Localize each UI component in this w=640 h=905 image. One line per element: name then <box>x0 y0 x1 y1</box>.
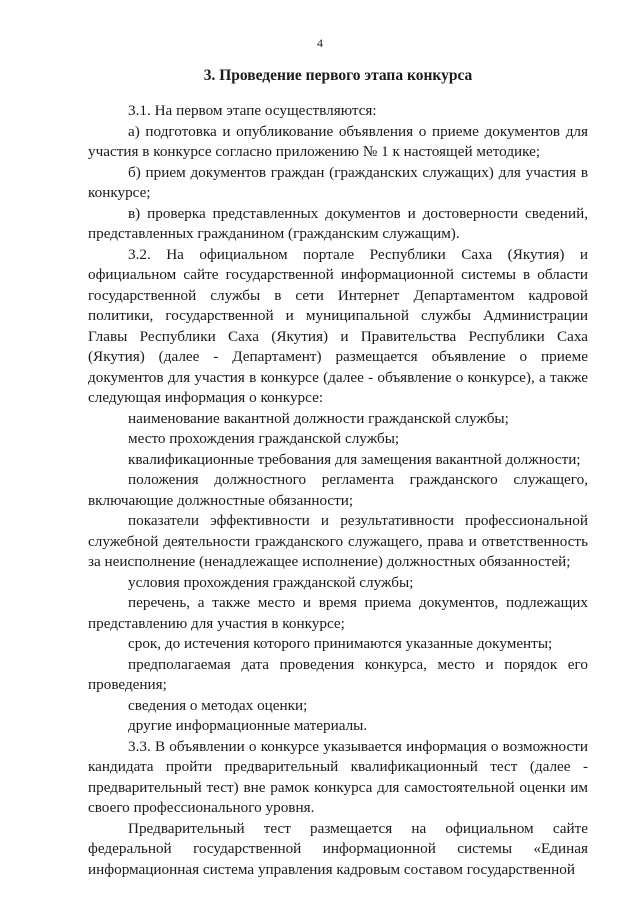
list-item-service-location: место прохождения гражданской службы; <box>128 430 400 447</box>
paragraph-preliminary-test: Предварительный тест размещается на официальном сайте федеральной государственной информационной системы «Единая информационная система управления кадровым составом государственной <box>88 819 588 878</box>
list-item-documents-list: перечень, а также место и время приема документов, подлежащих представлению для участия в конкурсе; <box>88 594 588 632</box>
list-item-other-materials: другие информационные материалы. <box>128 717 368 734</box>
paragraph-3-2: 3.2. На официальном портале Республики Саха (Якутия) и официальном сайте государственной информационной системы в области государственной службы в сети Интернет Департаментом кадровой политики, государственной и муниципальной службы Администрации Главы Республики Саха (Якутия) и Правительства Республики Саха (Якутия) (далее - Департамент) размещается объявление о приеме документов для участия в конкурсе (далее - объявление о конкурсе), а также следующая информация о конкурсе: <box>88 245 588 406</box>
list-item-assessment-methods: сведения о методах оценки; <box>128 696 308 714</box>
list-item-job-regulations: положения должностного регламента гражданского служащего, включающие должностные обязанности; <box>88 471 588 509</box>
paragraph-item-b: б) прием документов граждан (гражданских служащих) для участия в конкурсе; <box>88 163 588 201</box>
paragraph-item-a: а) подготовка и опубликование объявления о приеме документов для участия в конкурсе согласно приложению № 1 к настоящей методике; <box>88 122 588 160</box>
list-item-deadline: срок, до истечения которого принимаются указанные документы; <box>128 635 553 652</box>
list-item-performance-indicators: показатели эффективности и результативности профессиональной служебной деятельности гражданского служащего, права и ответственность за неисполнение (ненадлежащее исполнение) должностных обязанностей; <box>88 512 588 570</box>
page-number: 4 <box>317 36 323 50</box>
list-item-qualification-requirements: квалификационные требования для замещения вакантной должности; <box>128 450 581 468</box>
section-heading: 3. Проведение первого этапа конкурса <box>203 67 473 84</box>
paragraph-3-1-intro: 3.1. На первом этапе осуществляются: <box>128 102 377 119</box>
list-item-contest-date: предполагаемая дата проведения конкурса, место и порядок его проведения; <box>88 655 588 693</box>
paragraph-item-v: в) проверка представленных документов и достоверности сведений, представленных гражданином (гражданским служащим). <box>88 204 588 242</box>
document-body <box>88 101 588 880</box>
list-item-vacancy-name: наименование вакантной должности гражданской службы; <box>128 409 509 427</box>
paragraph-3-3: 3.3. В объявлении о конкурсе указывается информация о возможности кандидата пройти предварительный квалификационный тест (далее - предварительный тест) вне рамок конкурса для самостоятельной оценки им своего профессионального уровня. <box>88 737 588 816</box>
list-item-service-conditions: условия прохождения гражданской службы; <box>128 573 414 591</box>
